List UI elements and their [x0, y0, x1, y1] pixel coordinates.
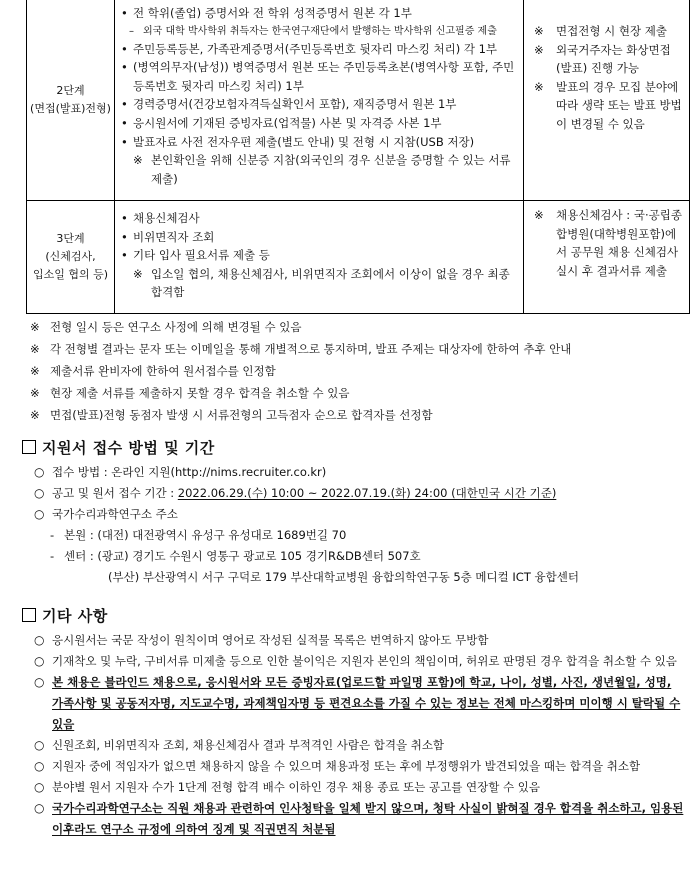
list-item: • 주민등록등본, 가족관계증명서(주민등록번호 뒷자리 마스킹 처리) 각 1부: [121, 41, 498, 56]
note-item: ※ 면접전형 시 현장 제출: [534, 24, 667, 38]
list-item: • 발표자료 사전 전자우편 제출(별도 안내) 및 전형 시 지참(USB 저장): [121, 134, 475, 149]
checkbox-square-icon: [22, 440, 36, 454]
address-center: - 센터 : (광교) 경기도 수원시 영통구 광교로 105 경기R&DB센터 507호: [50, 549, 421, 563]
list-item: ○ 공고 및 원서 접수 기간 : 2022.06.29.(수) 10:00 ~ 2022.07.19.(화) 24:00 (대한민국 시간 기준): [34, 486, 557, 500]
list-item: ○ 분야별 원서 지원자 수가 1단계 전형 합격 배수 이하인 경우 채용 종료 또는 공고를 연장할 수 있음: [34, 780, 540, 794]
note-item: ※ 발표의 경우 모집 분야에 따라 생략 또는 발표 방법이 변경될 수 있음: [534, 79, 682, 131]
items-cell: [115, 0, 524, 201]
stage-name: 3단계: [56, 232, 85, 245]
list-item: ○ 신원조회, 비위면직자 조회, 채용신체검사 결과 부적격인 사람은 합격을 취소함: [34, 738, 445, 752]
address-hq: - 본원 : (대전) 대전광역시 유성구 유성대로 1689번길 70: [50, 528, 347, 542]
list-item: ○ 응시원서는 국문 작성이 원칙이며 영어로 작성된 실적물 목록은 번역하지 않아도 무방함: [34, 633, 489, 647]
items-list: [115, 201, 523, 302]
list-item: ○ 접수 방법 : 온라인 지원(http://nims.recruiter.co.kr): [34, 465, 327, 479]
list-item: ○ 국가수리과학연구소는 직원 채용과 관련하여 인사청탁을 일체 받지 않으며, 청탁 사실이 밝혀질 경우 합격을 취소하고, 임용된 이후라도 연구소 규정에 의하여 징계 및 직권면직 처분됨: [34, 801, 684, 836]
stage-desc: (면접(발표)전형): [30, 102, 111, 115]
note-item: ※ 채용신체검사 : 국·공립종합병원(대학병원포함)에서 공무원 채용 신체검사 실시 후 결과서류 제출: [534, 208, 682, 278]
list-item: • 전 학위(졸업) 증명서와 전 학위 성적증명서 원본 각 1부: [121, 6, 412, 20]
stage-cell: [27, 201, 115, 314]
list-item: • 경력증명서(건강보험자격득실확인서 포함), 재직증명서 원본 1부: [121, 97, 457, 112]
general-note: ※ 전형 일시 등은 연구소 사정에 의해 변경될 수 있음: [30, 320, 302, 334]
stage-cell: [27, 0, 115, 201]
checkbox-square-icon: [22, 608, 36, 622]
section-title-misc: 기타 사항: [22, 606, 108, 626]
section-title-application: 지원서 접수 방법 및 기간: [22, 438, 215, 458]
application-list: [34, 462, 684, 588]
items-list: [115, 0, 523, 188]
note-item: ※ 본인확인을 위해 신분증 지참(외국인의 경우 신분을 증명할 수 있는 서류 제출): [133, 153, 511, 186]
list-item: • (병역의무자(남성)) 병역증명서 원본 또는 주민등록초본(병역사항 포함, 주민등록번호 뒷자리 마스킹 처리) 1부: [121, 60, 515, 93]
misc-list: [34, 630, 684, 840]
items-cell: [115, 201, 524, 314]
period-value: 2022.06.29.(수) 10:00 ~ 2022.07.19.(화) 24:00 (대한민국 시간 기준): [177, 486, 557, 500]
general-note: ※ 면접(발표)전형 동점자 발생 시 서류전형의 고득점자 순으로 합격자를 선정함: [30, 408, 433, 422]
list-item: ○ 기재착오 및 누락, 구비서류 미제출 등으로 인한 불이익은 지원자 본인의 책임이며, 허위로 판명된 경우 합격을 취소할 수 있음: [34, 654, 677, 668]
stage-desc: (신체검사,: [45, 250, 96, 263]
list-item: ○ 국가수리과학연구소 주소: [34, 507, 178, 521]
list-item: • 기타 입사 필요서류 제출 등: [121, 248, 270, 263]
list-item: ○ 지원자 중에 적임자가 없으면 채용하지 않을 수 있으며 채용과정 또는 후에 부정행위가 발견되었을 때는 합격을 취소함: [34, 759, 641, 773]
list-item: • 비위면직자 조회: [121, 229, 215, 244]
general-note: ※ 각 전형별 결과는 문자 또는 이메일을 통해 개별적으로 통지하며, 발표 주제는 대상자에 한하여 추후 안내: [30, 342, 572, 356]
stages-table: [26, 0, 690, 314]
note-item: ※ 외국거주자는 화상면접(발표) 진행 가능: [534, 42, 671, 76]
recruit-link[interactable]: (http://nims.recruiter.co.kr): [170, 465, 327, 479]
list-item: ○ 본 채용은 블라인드 채용으로, 응시원서와 모든 증빙자료(업로드할 파일명 포함)에 학교, 나이, 성별, 사진, 생년월일, 성명, 가족사항 및 공동저자명, 지도교수명, 과제책임자명 등 편견요소를 가질 수 있는 정보는 전체 마스킹하며 미이행 시 탈락될 수 있음: [34, 675, 681, 731]
stage-row-2: [27, 0, 690, 201]
notes-list: [524, 0, 689, 134]
notes-list: [524, 201, 689, 280]
stage-desc: 입소일 협의 등): [32, 268, 109, 281]
general-note: ※ 제출서류 완비자에 한하여 원서접수를 인정함: [30, 364, 276, 378]
notes-cell: [524, 201, 690, 314]
general-notes: [30, 316, 680, 426]
stage-row-3: [27, 201, 690, 314]
notes-cell: [524, 0, 690, 201]
stage-name: 2단계: [56, 84, 85, 97]
note-item: ※ 입소일 협의, 채용신체검사, 비위면직자 조회에서 이상이 없을 경우 최종 합격함: [133, 266, 510, 300]
sub-item: – 외국 대학 박사학위 취득자는 한국연구재단에서 발행하는 박사학위 신고필증 제출: [129, 25, 497, 37]
address-center-busan: (부산) 부산광역시 서구 구덕로 179 부산대학교병원 융합의학연구동 5층 메디컬 ICT 융합센터: [108, 570, 579, 584]
general-note: ※ 현장 제출 서류를 제출하지 못할 경우 합격을 취소할 수 있음: [30, 386, 350, 400]
list-item: • 응시원서에 기재된 증빙자료(업적물) 사본 및 자격증 사본 1부: [121, 115, 442, 130]
list-item: • 채용신체검사: [121, 211, 200, 225]
